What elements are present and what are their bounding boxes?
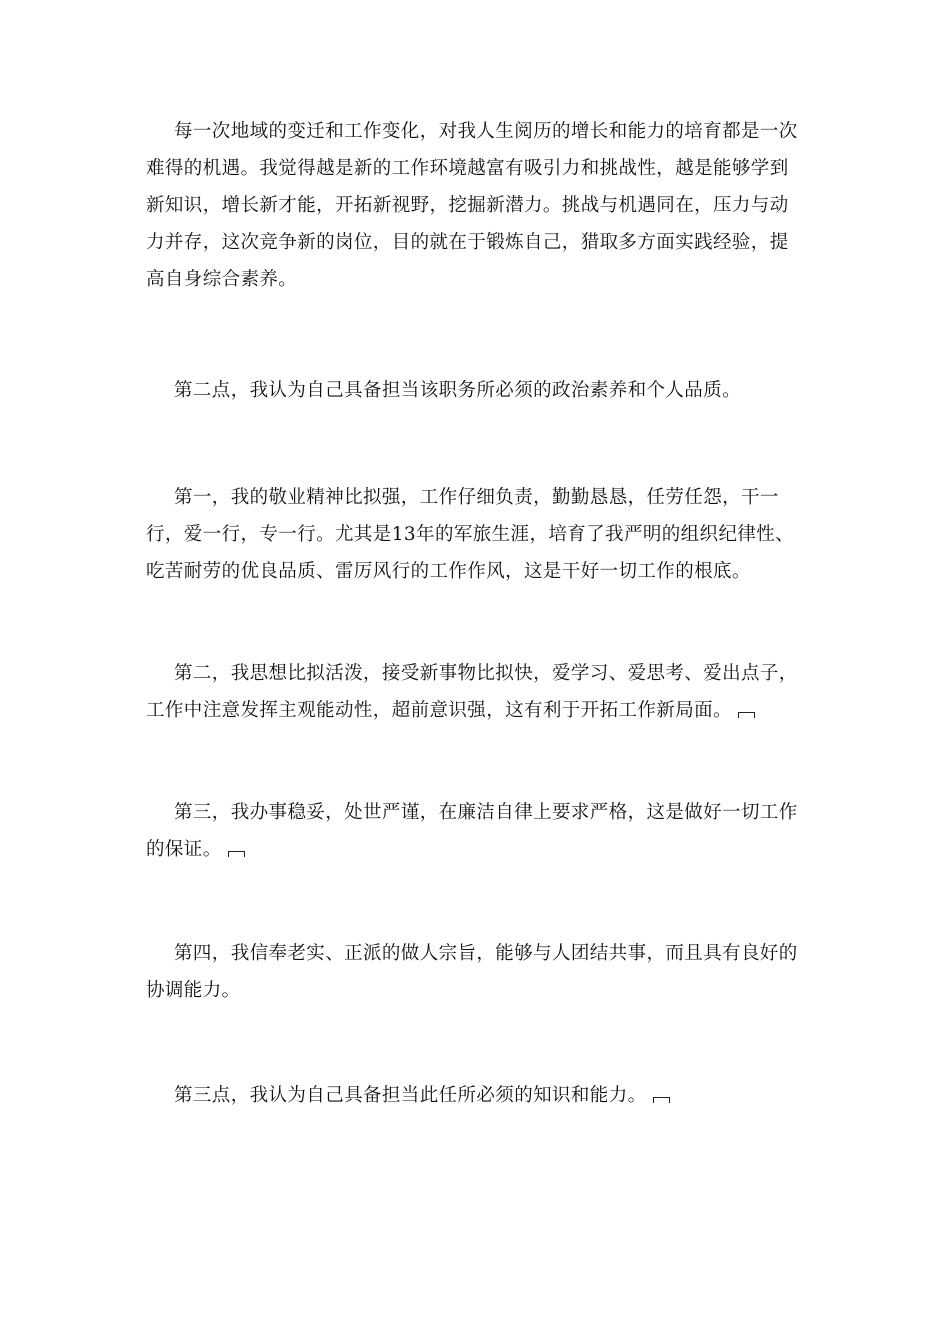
paragraph-7-text: 第三点，我认为自己具备担当此任所必须的知识和能力。 xyxy=(174,1085,647,1106)
paragraph-2 xyxy=(146,372,806,409)
paragraph-3 xyxy=(146,479,806,590)
paragraph-7 xyxy=(146,1077,806,1114)
paragraph-6 xyxy=(146,935,806,1009)
paragraph-4 xyxy=(146,655,806,729)
paragraph-1-text: 每一次地域的变迁和工作变化，对我人生阅历的增长和能力的培育都是一次难得的机遇。我觉得越是新的工作环境越富有吸引力和挑战性，越是能够学到新知识，增长新才能，开拓新视野，挖掘新潜力。挑战与机遇同在，压力与动力并存，这次竞争新的岗位，目的就在于锻炼自己，猎取多方面实践经验，提高自身综合素养。 xyxy=(146,121,798,290)
bracket-mark-icon xyxy=(738,712,755,718)
paragraph-6-text: 第四，我信奉老实、正派的做人宗旨，能够与人团结共事，而且具有良好的协调能力。 xyxy=(146,943,798,1001)
paragraph-4-text: 第二，我思想比拟活泼，接受新事物比拟快，爱学习、爱思考、爱出点子，工作中注意发挥主观能动性，超前意识强，这有利于开拓工作新局面。 xyxy=(146,663,798,721)
paragraph-3-text: 第一，我的敬业精神比拟强，工作仔细负责，勤勤恳恳，任劳任怨，干一行，爱一行，专一行。尤其是13年的军旅生涯，培育了我严明的组织纪律性、吃苦耐劳的优良品质、雷厉风行的工作作风，这是干好一切工作的根底。 xyxy=(146,487,795,582)
paragraph-2-text: 第二点，我认为自己具备担当该职务所必须的政治素养和个人品质。 xyxy=(174,380,742,401)
paragraph-5 xyxy=(146,794,806,868)
bracket-mark-icon xyxy=(653,1097,670,1103)
bracket-mark-icon xyxy=(228,851,245,857)
paragraph-5-text: 第三，我办事稳妥，处世严谨，在廉洁自律上要求严格，这是做好一切工作的保证。 xyxy=(146,802,798,860)
paragraph-1 xyxy=(146,113,806,298)
